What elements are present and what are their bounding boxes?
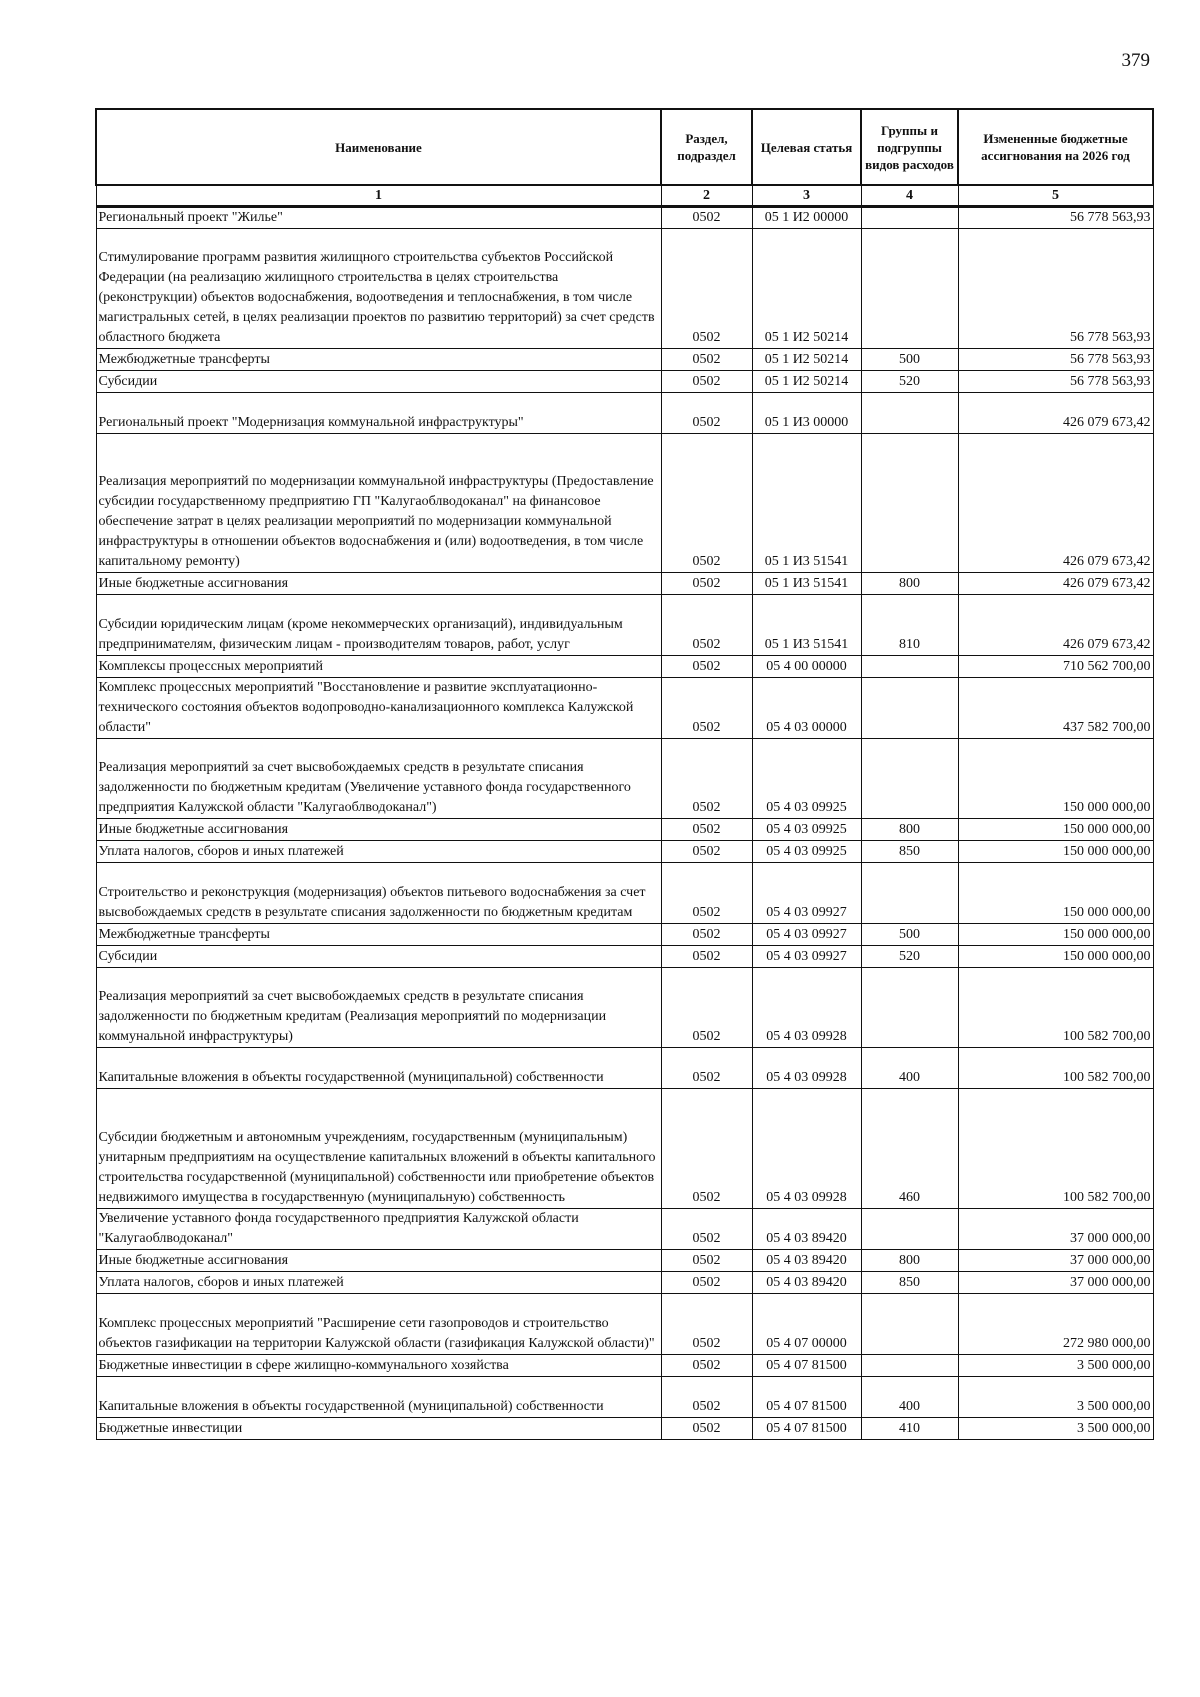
row-section-cell: 0502 [661, 1355, 752, 1377]
row-name-cell: Реализация мероприятий за счет высвобождаемых средств в результате списания задолженности по бюджетным кредитам (Увеличение уставного фонда государственного предприятия Калужской области "Калугаоблводоканал") [96, 739, 661, 819]
table-row [96, 393, 1153, 434]
row-name-cell: Капитальные вложения в объекты государственной (муниципальной) собственности [96, 1048, 661, 1089]
header-name: Наименование [96, 109, 661, 185]
row-article-cell: 05 1 И3 51541 [752, 434, 861, 573]
row-amount-cell: 100 582 700,00 [958, 968, 1153, 1048]
row-name-cell: Стимулирование программ развития жилищного строительства субъектов Российской Федерации (на реализацию жилищного строительства в целях строительства (реконструкции) объектов водоснабжения, водоотведения и теплоснабжения, в том числе магистральных сетей, в целях реализации проектов по развитию территорий) за счет средств областного бюджета [96, 229, 661, 349]
row-group-cell: 410 [861, 1418, 958, 1440]
table-row [96, 1294, 1153, 1355]
row-article-cell: 05 4 07 81500 [752, 1418, 861, 1440]
row-name-cell: Бюджетные инвестиции [96, 1418, 661, 1440]
row-group-cell: 800 [861, 819, 958, 841]
row-name-cell: Реализация мероприятий за счет высвобождаемых средств в результате списания задолженности по бюджетным кредитам (Реализация мероприятий по модернизации коммунальной инфраструктуры) [96, 968, 661, 1048]
row-group-cell [861, 968, 958, 1048]
row-name-cell: Межбюджетные трансферты [96, 349, 661, 371]
row-amount-cell: 710 562 700,00 [958, 656, 1153, 678]
row-article-cell: 05 1 И2 50214 [752, 371, 861, 393]
row-article-cell: 05 1 И3 51541 [752, 573, 861, 595]
table-row [96, 1089, 1153, 1209]
table-row [96, 841, 1153, 863]
row-amount-cell: 426 079 673,42 [958, 595, 1153, 656]
row-group-cell [861, 393, 958, 434]
row-name-cell: Межбюджетные трансферты [96, 924, 661, 946]
column-number: 5 [958, 185, 1153, 207]
row-group-cell [861, 678, 958, 739]
row-group-cell [861, 1355, 958, 1377]
row-name-cell: Комплекс процессных мероприятий "Восстановление и развитие эксплуатационно-технического состояния объектов водопроводно-канализационного комплекса Калужской области" [96, 678, 661, 739]
row-amount-cell: 150 000 000,00 [958, 819, 1153, 841]
row-section-cell: 0502 [661, 207, 752, 229]
row-section-cell: 0502 [661, 1250, 752, 1272]
row-section-cell: 0502 [661, 739, 752, 819]
column-number: 4 [861, 185, 958, 207]
row-amount-cell: 100 582 700,00 [958, 1089, 1153, 1209]
row-name-cell: Строительство и реконструкция (модернизация) объектов питьевого водоснабжения за счет высвобождаемых средств в результате списания задолженности по бюджетным кредитам [96, 863, 661, 924]
row-section-cell: 0502 [661, 573, 752, 595]
row-article-cell: 05 4 03 89420 [752, 1209, 861, 1250]
page-number: 379 [1121, 50, 1150, 71]
table-row [96, 1272, 1153, 1294]
row-amount-cell: 56 778 563,93 [958, 371, 1153, 393]
row-amount-cell: 37 000 000,00 [958, 1209, 1153, 1250]
table-row [96, 739, 1153, 819]
row-amount-cell: 56 778 563,93 [958, 349, 1153, 371]
row-section-cell: 0502 [661, 1272, 752, 1294]
table-row [96, 1418, 1153, 1440]
row-group-cell [861, 739, 958, 819]
row-name-cell: Комплекс процессных мероприятий "Расширение сети газопроводов и строительство объектов газификации на территории Калужской области (газификация Калужской области)" [96, 1294, 661, 1355]
row-group-cell [861, 656, 958, 678]
row-name-cell: Субсидии бюджетным и автономным учреждениям, государственным (муниципальным) унитарным предприятиям на осуществление капитальных вложений в объекты капитального строительства государственной (муниципальной) собственности или приобретение объектов недвижимого имущества в государственную (муниципальную) собственность [96, 1089, 661, 1209]
row-amount-cell: 426 079 673,42 [958, 573, 1153, 595]
row-group-cell [861, 434, 958, 573]
row-amount-cell: 426 079 673,42 [958, 434, 1153, 573]
row-section-cell: 0502 [661, 349, 752, 371]
row-section-cell: 0502 [661, 841, 752, 863]
row-section-cell: 0502 [661, 656, 752, 678]
row-section-cell: 0502 [661, 229, 752, 349]
row-article-cell: 05 4 03 89420 [752, 1272, 861, 1294]
row-name-cell: Иные бюджетные ассигнования [96, 573, 661, 595]
row-article-cell: 05 1 И2 50214 [752, 349, 861, 371]
row-amount-cell: 37 000 000,00 [958, 1250, 1153, 1272]
row-amount-cell: 150 000 000,00 [958, 863, 1153, 924]
row-amount-cell: 3 500 000,00 [958, 1377, 1153, 1418]
row-article-cell: 05 4 03 00000 [752, 678, 861, 739]
row-group-cell: 520 [861, 371, 958, 393]
row-article-cell: 05 4 03 09928 [752, 968, 861, 1048]
table-row [96, 819, 1153, 841]
header-groups: Группы и подгруппы видов расходов [861, 109, 958, 185]
row-amount-cell: 3 500 000,00 [958, 1355, 1153, 1377]
row-section-cell: 0502 [661, 434, 752, 573]
header-section: Раздел, подраздел [661, 109, 752, 185]
row-group-cell: 500 [861, 349, 958, 371]
row-amount-cell: 437 582 700,00 [958, 678, 1153, 739]
row-section-cell: 0502 [661, 819, 752, 841]
table-row [96, 434, 1153, 573]
table-row [96, 207, 1153, 229]
row-section-cell: 0502 [661, 1377, 752, 1418]
row-article-cell: 05 4 03 09927 [752, 863, 861, 924]
row-group-cell [861, 229, 958, 349]
table-row [96, 371, 1153, 393]
row-group-cell: 460 [861, 1089, 958, 1209]
row-article-cell: 05 4 03 09927 [752, 924, 861, 946]
row-section-cell: 0502 [661, 1048, 752, 1089]
row-article-cell: 05 1 И2 50214 [752, 229, 861, 349]
row-name-cell: Уплата налогов, сборов и иных платежей [96, 1272, 661, 1294]
row-section-cell: 0502 [661, 393, 752, 434]
row-amount-cell: 150 000 000,00 [958, 946, 1153, 968]
row-name-cell: Региональный проект "Жилье" [96, 207, 661, 229]
row-name-cell: Субсидии юридическим лицам (кроме некоммерческих организаций), индивидуальным предпринимателям, физическим лицам - производителям товаров, работ, услуг [96, 595, 661, 656]
row-section-cell: 0502 [661, 968, 752, 1048]
row-section-cell: 0502 [661, 595, 752, 656]
row-amount-cell: 150 000 000,00 [958, 924, 1153, 946]
row-name-cell: Региональный проект "Модернизация коммунальной инфраструктуры" [96, 393, 661, 434]
row-article-cell: 05 4 03 09928 [752, 1048, 861, 1089]
table-row [96, 678, 1153, 739]
row-article-cell: 05 1 И3 51541 [752, 595, 861, 656]
table-row [96, 968, 1153, 1048]
row-name-cell: Увеличение уставного фонда государственного предприятия Калужской области "Калугаоблводоканал" [96, 1209, 661, 1250]
row-group-cell: 400 [861, 1377, 958, 1418]
table-row [96, 229, 1153, 349]
row-group-cell [861, 1294, 958, 1355]
row-amount-cell: 56 778 563,93 [958, 207, 1153, 229]
row-article-cell: 05 4 03 09925 [752, 739, 861, 819]
row-group-cell: 810 [861, 595, 958, 656]
table-row [96, 1048, 1153, 1089]
row-name-cell: Субсидии [96, 371, 661, 393]
table-row [96, 924, 1153, 946]
row-section-cell: 0502 [661, 863, 752, 924]
row-article-cell: 05 4 07 81500 [752, 1377, 861, 1418]
row-amount-cell: 56 778 563,93 [958, 229, 1153, 349]
column-number: 3 [752, 185, 861, 207]
row-article-cell: 05 4 07 00000 [752, 1294, 861, 1355]
row-group-cell: 800 [861, 573, 958, 595]
row-section-cell: 0502 [661, 1209, 752, 1250]
row-section-cell: 0502 [661, 1418, 752, 1440]
header-amount: Измененные бюджетные ассигнования на 2026 год [958, 109, 1153, 185]
row-group-cell: 400 [861, 1048, 958, 1089]
row-name-cell: Капитальные вложения в объекты государственной (муниципальной) собственности [96, 1377, 661, 1418]
row-group-cell: 520 [861, 946, 958, 968]
row-group-cell: 850 [861, 1272, 958, 1294]
column-number: 1 [96, 185, 661, 207]
table-row [96, 573, 1153, 595]
row-article-cell: 05 4 00 00000 [752, 656, 861, 678]
row-name-cell: Уплата налогов, сборов и иных платежей [96, 841, 661, 863]
row-article-cell: 05 4 03 09925 [752, 819, 861, 841]
row-group-cell [861, 863, 958, 924]
row-section-cell: 0502 [661, 1089, 752, 1209]
row-name-cell: Субсидии [96, 946, 661, 968]
row-article-cell: 05 4 03 09928 [752, 1089, 861, 1209]
table-row [96, 349, 1153, 371]
row-article-cell: 05 4 07 81500 [752, 1355, 861, 1377]
column-number: 2 [661, 185, 752, 207]
row-group-cell: 800 [861, 1250, 958, 1272]
table-row [96, 1209, 1153, 1250]
row-section-cell: 0502 [661, 1294, 752, 1355]
row-name-cell: Иные бюджетные ассигнования [96, 1250, 661, 1272]
row-section-cell: 0502 [661, 678, 752, 739]
table-row [96, 656, 1153, 678]
row-group-cell: 500 [861, 924, 958, 946]
table-row [96, 1355, 1153, 1377]
row-article-cell: 05 4 03 09927 [752, 946, 861, 968]
row-group-cell [861, 1209, 958, 1250]
row-name-cell: Реализация мероприятий по модернизации коммунальной инфраструктуры (Предоставление субсидии государственному предприятию ГП "Калугаоблводоканал" на финансовое обеспечение затрат в целях реализации мероприятий по модернизации коммунальной инфраструктуры в отношении объектов водоснабжения и (или) водоотведения, в том числе капитальному ремонту) [96, 434, 661, 573]
row-name-cell: Бюджетные инвестиции в сфере жилищно-коммунального хозяйства [96, 1355, 661, 1377]
row-name-cell: Комплексы процессных мероприятий [96, 656, 661, 678]
row-amount-cell: 150 000 000,00 [958, 841, 1153, 863]
row-group-cell: 850 [861, 841, 958, 863]
row-amount-cell: 150 000 000,00 [958, 739, 1153, 819]
row-article-cell: 05 1 И3 00000 [752, 393, 861, 434]
table-row [96, 595, 1153, 656]
row-section-cell: 0502 [661, 371, 752, 393]
row-article-cell: 05 4 03 89420 [752, 1250, 861, 1272]
table-row [96, 863, 1153, 924]
row-section-cell: 0502 [661, 946, 752, 968]
header-article: Целевая статья [752, 109, 861, 185]
row-amount-cell: 426 079 673,42 [958, 393, 1153, 434]
row-name-cell: Иные бюджетные ассигнования [96, 819, 661, 841]
row-amount-cell: 272 980 000,00 [958, 1294, 1153, 1355]
table-row [96, 1250, 1153, 1272]
budget-table [95, 108, 1154, 1440]
row-amount-cell: 37 000 000,00 [958, 1272, 1153, 1294]
row-article-cell: 05 1 И2 00000 [752, 207, 861, 229]
row-amount-cell: 3 500 000,00 [958, 1418, 1153, 1440]
table-row [96, 946, 1153, 968]
row-article-cell: 05 4 03 09925 [752, 841, 861, 863]
row-group-cell [861, 207, 958, 229]
table-row [96, 1377, 1153, 1418]
row-section-cell: 0502 [661, 924, 752, 946]
row-amount-cell: 100 582 700,00 [958, 1048, 1153, 1089]
